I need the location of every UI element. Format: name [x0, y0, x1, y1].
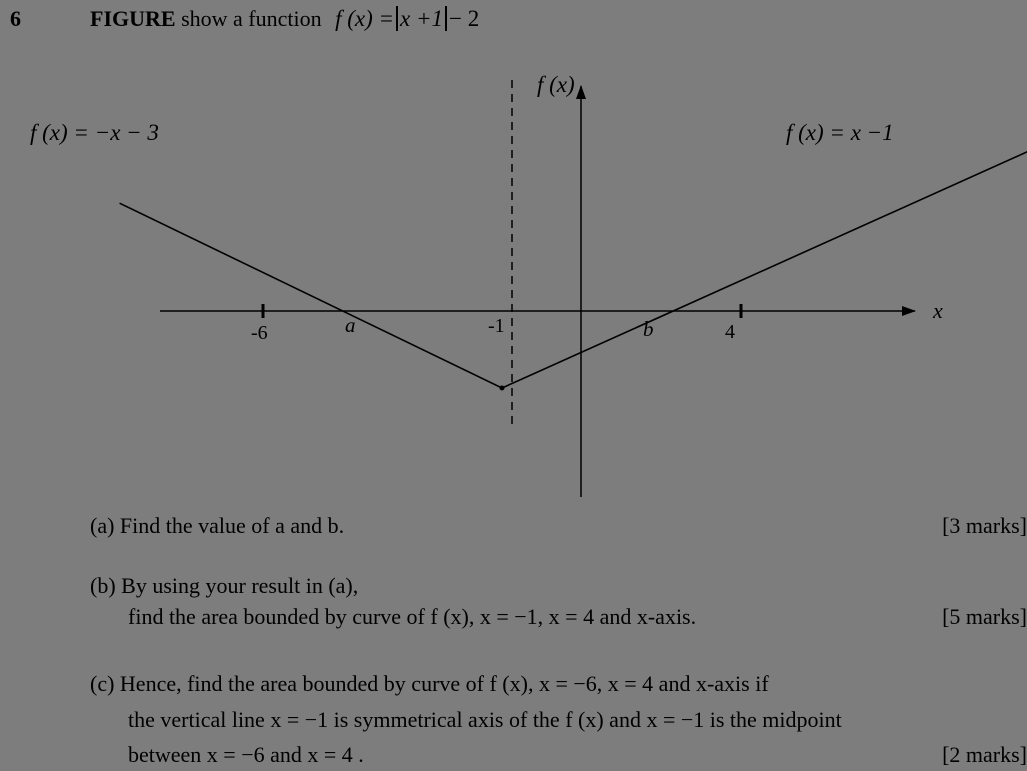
part-c: [90, 671, 1027, 697]
part-a: [90, 513, 1027, 539]
tick-label-4: 4: [725, 321, 735, 343]
part-b-marks: [5 marks]: [942, 604, 1027, 629]
part-a-marks: [3 marks]: [942, 513, 1027, 538]
part-c-line-1: Hence, find the area bounded by curve of f (x), x = −6, x = 4 and x-axis if: [119, 671, 769, 696]
part-a-label: (a): [90, 513, 115, 538]
part-b-label: (b): [90, 573, 116, 598]
part-c-line-3-wrap: [128, 742, 1027, 768]
right-branch-label: f (x) = x −1: [786, 120, 894, 145]
part-c-line-3: between x = −6 and x = 4 .: [128, 742, 364, 767]
part-c-label: (c): [90, 671, 115, 696]
part-b-line-1: By using your result in (a),: [121, 573, 359, 598]
figure-keyword: FIGURE: [90, 6, 176, 31]
part-b-line-2-wrap: [128, 604, 1027, 630]
part-b: [90, 573, 1027, 599]
y-axis-label: f (x): [537, 72, 575, 97]
function-lhs: f (x) =: [335, 6, 395, 31]
function-abs-content: x +1: [400, 6, 444, 31]
tick-label-minus-1: -1: [488, 315, 505, 337]
part-c-line-2: the vertical line x = −1 is symmetrical axis of the f (x) and x = −1 is the midpoint: [128, 707, 842, 732]
left-branch-line: [120, 203, 502, 388]
vertex-point: [500, 386, 505, 391]
tick-label-b: b: [643, 317, 654, 341]
x-axis-label: x: [933, 298, 943, 323]
question-number: 6: [10, 6, 21, 31]
left-branch-label: f (x) = −x − 3: [30, 120, 159, 145]
tick-label-minus-6: -6: [251, 322, 268, 344]
part-c-marks: [2 marks]: [942, 742, 1027, 767]
part-a-text: Find the value of a and b.: [119, 513, 345, 538]
tick-label-a: a: [345, 313, 356, 337]
part-c-line-2-wrap: [128, 707, 842, 733]
part-b-line-2: find the area bounded by curve of f (x), x = −1, x = 4 and x-axis.: [128, 604, 697, 629]
intro-text: show a function: [181, 6, 322, 31]
function-tail: − 2: [449, 6, 480, 31]
